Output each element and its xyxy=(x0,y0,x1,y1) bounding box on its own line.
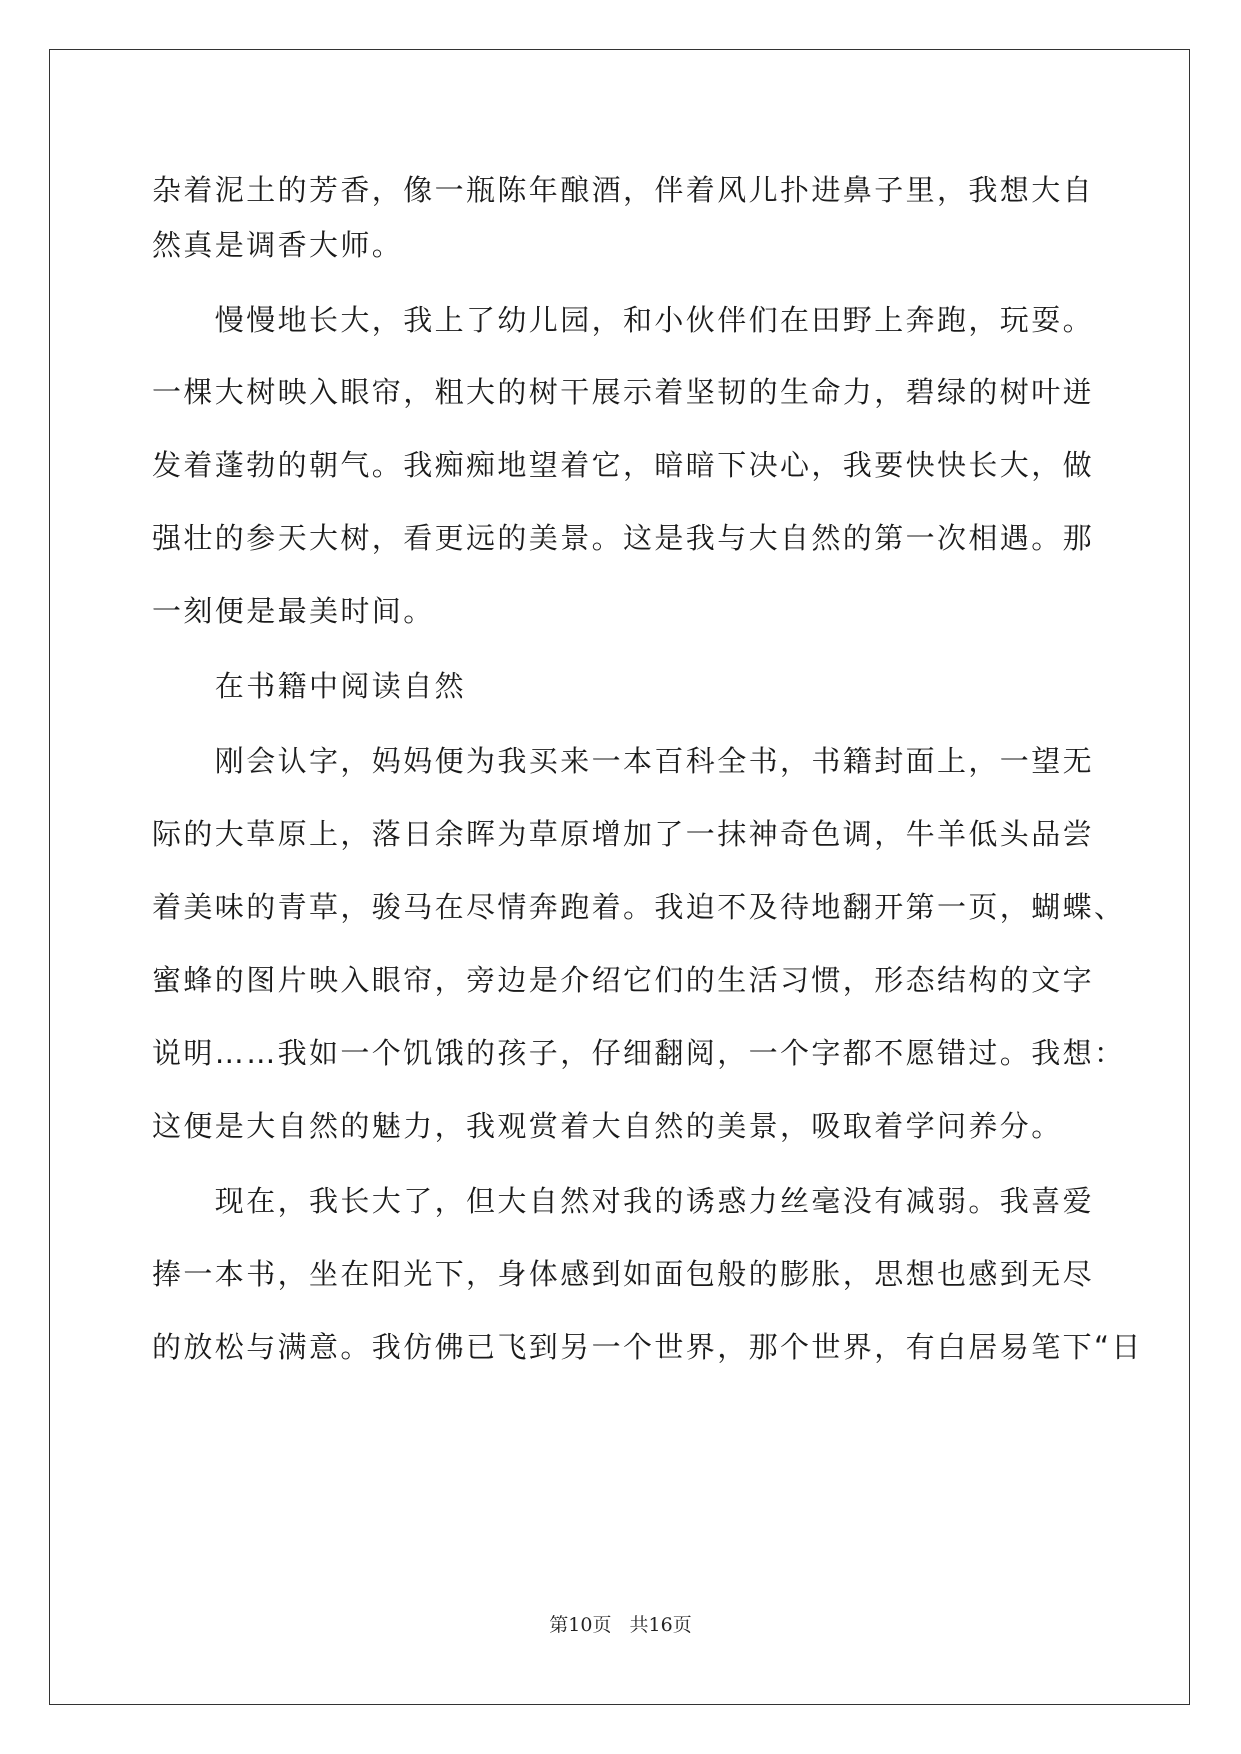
body-line: 际的大草原上，落日余晖为草原增加了一抹神奇色调，牛羊低头品尝 xyxy=(152,817,1095,851)
body-line: 杂着泥土的芳香，像一瓶陈年酿酒，伴着风儿扑进鼻子里，我想大自 xyxy=(152,173,1095,207)
body-line: 蜜蜂的图片映入眼帘，旁边是介绍它们的生活习惯，形态结构的文字 xyxy=(152,963,1095,997)
page-number: 第10页 xyxy=(549,1614,612,1636)
body-line: 这便是大自然的魅力，我观赏着大自然的美景，吸取着学问养分。 xyxy=(152,1109,1063,1143)
page-total: 共16页 xyxy=(629,1614,692,1636)
section-heading: 在书籍中阅读自然 xyxy=(152,669,467,703)
body-line: 强壮的参天大树，看更远的美景。这是我与大自然的第一次相遇。那 xyxy=(152,521,1095,555)
body-line: 的放松与满意。我仿佛已飞到另一个世界，那个世界，有白居易笔下“日 xyxy=(152,1330,1143,1364)
body-line: 慢慢地长大，我上了幼儿园，和小伙伴们在田野上奔跑，玩耍。 xyxy=(152,303,1095,337)
body-line: 着美味的青草，骏马在尽情奔跑着。我迫不及待地翻开第一页，蝴蝶、 xyxy=(152,890,1126,924)
body-line: 一刻便是最美时间。 xyxy=(152,594,435,628)
body-line: 一棵大树映入眼帘，粗大的树干展示着坚韧的生命力，碧绿的树叶迸 xyxy=(152,375,1095,409)
page-border xyxy=(49,49,1190,1705)
body-line: 说明……我如一个饥饿的孩子，仔细翻阅，一个字都不愿错过。我想： xyxy=(152,1036,1126,1070)
body-line: 现在，我长大了，但大自然对我的诱惑力丝毫没有减弱。我喜爱 xyxy=(152,1184,1095,1218)
body-line: 刚会认字，妈妈便为我买来一本百科全书，书籍封面上，一望无 xyxy=(152,744,1095,778)
body-line: 发着蓬勃的朝气。我痴痴地望着它，暗暗下决心，我要快快长大，做 xyxy=(152,448,1095,482)
body-line: 然真是调香大师。 xyxy=(152,228,404,262)
page-footer xyxy=(0,1610,1241,1637)
body-line: 捧一本书，坐在阳光下，身体感到如面包般的膨胀，思想也感到无尽 xyxy=(152,1257,1095,1291)
